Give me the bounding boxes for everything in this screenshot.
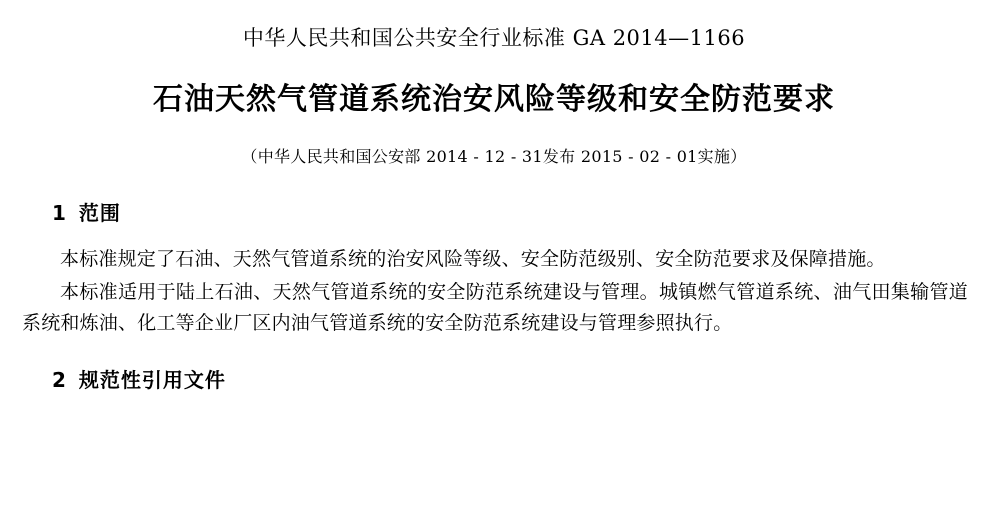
section-number-1: 1 bbox=[52, 201, 67, 225]
section-title-1: 范围 bbox=[78, 201, 121, 225]
issue-date-line: （中华人民共和国公安部 2014 - 12 - 31发布 2015 - 02 - 01实施） bbox=[241, 147, 747, 166]
section-heading-2 bbox=[52, 364, 988, 393]
section-heading-1 bbox=[52, 197, 988, 226]
document-page bbox=[0, 22, 988, 511]
standard-series-line: 中华人民共和国公共安全行业标准 GA 2014—1166 bbox=[242, 26, 746, 50]
paragraph: 本标准规定了石油、天然气管道系统的治安风险等级、安全防范级别、安全防范要求及保障措施。 bbox=[60, 248, 886, 270]
section-title-2: 规范性引用文件 bbox=[78, 368, 226, 393]
section-number-2: 2 bbox=[52, 368, 67, 393]
section-1-body bbox=[22, 244, 968, 338]
page-title: 石油天然气管道系统治安风险等级和安全防范要求 bbox=[153, 82, 835, 117]
paragraph: 本标准适用于陆上石油、天然气管道系统的安全防范系统建设与管理。城镇燃气管道系统、油气田集输管道系统和炼油、化工等企业厂区内油气管道系统的安全防范系统建设与管理参照执行。 bbox=[22, 280, 968, 334]
